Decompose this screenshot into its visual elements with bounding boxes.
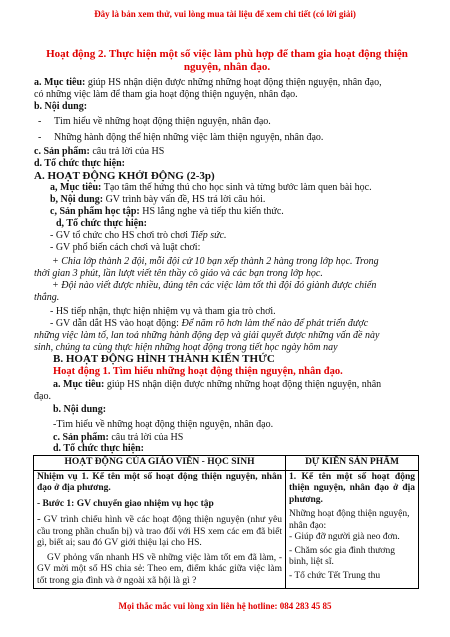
section-b-content-item: -Tìm hiểu về những hoạt động thiện nguyện, nhân đạo. xyxy=(53,419,274,430)
table-header-expected-product: DỰ KIẾN SẢN PHẨM xyxy=(286,456,419,471)
section-a-objective xyxy=(50,182,420,194)
header-banner: Đây là bản xem thử, vui lòng mua tài liệu để xem chi tiết (có lời giải) xyxy=(94,9,356,19)
game-rule1-line2: thời gian 3 phút, lần lượt viết tên thầy cô giáo và các bạn trong lớp học. xyxy=(34,268,323,279)
section-a-objective-text: Tạo tâm thế hứng thú cho học sinh và từng bước làm quen bài học. xyxy=(101,182,372,193)
activity-paragraph-2: GV phỏng vấn nhanh HS về những việc làm tốt em đã làm, - GV mời một số HS chia sẻ: Theo em, điểm khác giữa việc làm tốt trong gia đình và ở ngoài xã hội là gì ? xyxy=(37,552,282,586)
product-label: c. Sản phẩm: xyxy=(34,146,90,157)
product-item-3: - Tổ chức Tết Trung thu xyxy=(289,570,381,581)
content-item-1-text: Tìm hiểu về những hoạt động thiện nguyện, nhân đạo. xyxy=(54,116,271,127)
activity-table xyxy=(33,455,419,589)
activity2-title-line2: nguyện, nhân đạo. xyxy=(183,61,271,73)
product-item-1: - Giúp đỡ người già neo đơn. xyxy=(289,532,400,542)
objective-text: giúp HS nhận diện được những những hoạt động thiện nguyện, nhân đạo, xyxy=(85,77,382,88)
section-a-step3: - HS tiếp nhận, thực hiện nhiệm vụ và tham gia trò chơi. xyxy=(50,306,276,317)
section-a-content xyxy=(50,194,420,206)
activity-paragraph-1: - GV trình chiếu hình về các hoạt động thiện nguyện (như yêu cầu trong phần chuẩn bị) và trao đổi với HS xem các em đã biết gì, biết ai; sau đó GV giới thiệu lại cho HS. xyxy=(37,513,282,548)
section-b-activity1-title: Hoạt động 1. Tìm hiểu những hoạt động thiện nguyện, nhân đạo. xyxy=(53,366,343,377)
section-b-product-label: c. Sản phẩm: xyxy=(53,432,109,443)
step1-title-text: Bước 1: GV chuyển giao nhiệm vụ học tập xyxy=(42,498,214,509)
game-rule2-line2: thắng. xyxy=(34,292,60,303)
section-a-game-name: Tiếp sức. xyxy=(190,230,227,241)
objective-line1 xyxy=(34,77,420,89)
table-header-teacher-student: HOẠT ĐỘNG CỦA GIÁO VIÊN - HỌC SINH xyxy=(34,456,286,471)
section-b-objective-line2: đạo. xyxy=(34,391,51,402)
content-label: b. Nội dung: xyxy=(34,101,88,112)
section-a-step1-text: - GV tổ chức cho HS chơi trò chơi xyxy=(50,230,191,241)
section-a-heading: A. HOẠT ĐỘNG KHỞI ĐỘNG (2-3p) xyxy=(34,170,215,182)
activity2-title-line1: Hoạt động 2. Thực hiện một số việc làm phù hợp để tham gia hoạt động thiện xyxy=(46,48,408,60)
section-b-objective-text: giúp HS nhận diện được những những hoạt động thiện nguyện, nhân xyxy=(104,379,382,390)
section-b-content-item-text: Tìm hiểu về những hoạt động thiện nguyện, nhân đạo. xyxy=(56,419,274,430)
content-item-2-text: Những hành động thể hiện những việc làm thiện nguyện, nhân đạo. xyxy=(54,132,324,143)
product-text: câu trả lời của HS xyxy=(89,146,165,157)
objective-line2: có những việc làm để tham gia hoạt động thiện nguyện, nhân đạo. xyxy=(34,89,298,100)
table-cell-activities xyxy=(34,470,286,589)
step1-title: - Bước 1: GV chuyển giao nhiệm vụ học tập xyxy=(37,498,214,509)
activity-paragraph-1-text: GV trình chiếu hình về các hoạt động thiện nguyện (như yêu cầu trong phần chuẩn bị) và trao đổi với HS xem các em đã biết gì, biết ai; sau đó GV giới thiệu lại cho HS. xyxy=(37,515,282,548)
section-b-objective-line1 xyxy=(53,379,420,391)
section-b-product-text: câu trả lời của HS xyxy=(108,432,184,443)
objective-label: a. Mục tiêu: xyxy=(34,77,86,88)
section-a-product-text: HS lắng nghe và tiếp thu kiến thức. xyxy=(139,206,284,217)
section-a-step4-italic-1: Để năm rõ hơn làm thế nào để phát triển được xyxy=(181,318,369,329)
section-b-objective-label: a. Mục tiêu: xyxy=(53,379,105,390)
section-a-step4-line1 xyxy=(50,318,420,330)
game-rule2-line1: + Đội nào viết được nhiều, đúng tên các việc làm tốt thì đội đó giành được chiến xyxy=(52,280,377,291)
task1-title: Nhiệm vụ 1. Kể tên một số hoạt động thiện nguyện, nhân đạo ở địa phương. xyxy=(37,471,282,493)
section-a-content-label: b, Nội dung: xyxy=(50,194,104,205)
organization-label: d. Tổ chức thực hiện: xyxy=(34,158,125,169)
section-a-product-label: c, Sản phẩm học tập: xyxy=(50,206,140,217)
content-item-1: - Tìm hiểu về những hoạt động thiện nguyện, nhân đạo. xyxy=(38,116,271,127)
footer-banner: Mọi thắc mắc vui lòng xin liên hệ hotline: 084 283 45 85 xyxy=(118,601,332,611)
content-item-2: - Những hành động thể hiện những việc làm thiện nguyện, nhân đạo. xyxy=(38,132,324,143)
table-row xyxy=(34,470,419,589)
section-b-content-label: b. Nội dung: xyxy=(53,404,107,415)
section-a-step2: - GV phổ biến cách chơi và luật chơi: xyxy=(50,242,201,253)
game-rule1-line1: + Chia lớp thành 2 đội, mỗi đội cử 10 bạn xếp thành 2 hàng trong lớp học. Trong xyxy=(52,256,379,267)
section-a-step4-line3: sinh, chúng ta cùng thực hiện những hoạt động trong tiết học ngày hôm nay xyxy=(34,342,338,353)
section-b-organization-label: d. Tổ chức thực hiện: xyxy=(53,443,144,454)
section-a-objective-label: a, Mục tiêu: xyxy=(50,182,102,193)
section-a-product xyxy=(50,206,420,218)
section-a-content-text: GV trình bày vấn đề, HS trả lời câu hỏi. xyxy=(103,194,266,205)
section-a-step4-line2: những việc làm tố, lan toả những hành động đẹp và giải quyết được những vấn đề này xyxy=(34,330,380,341)
section-a-organization-label: d, Tổ chức thực hiện: xyxy=(56,218,147,229)
section-b-heading: B. HOẠT ĐỘNG HÌNH THÀNH KIẾN THỨC xyxy=(53,353,275,365)
product-intro: Những hoạt động thiện nguyện, nhân đạo: xyxy=(289,509,410,531)
section-a-step4-text: - GV dẫn dắt HS vào hoạt động: xyxy=(50,318,182,329)
product-title: 1. Kể tên một số hoạt động thiện nguyện, nhân đạo ở địa phương. xyxy=(289,471,415,505)
table-cell-products xyxy=(286,470,419,589)
product-item-2: - Chăm sóc gia đình thương binh, liệt sĩ. xyxy=(289,545,395,567)
product-line xyxy=(34,146,420,158)
section-a-step1 xyxy=(50,230,420,242)
